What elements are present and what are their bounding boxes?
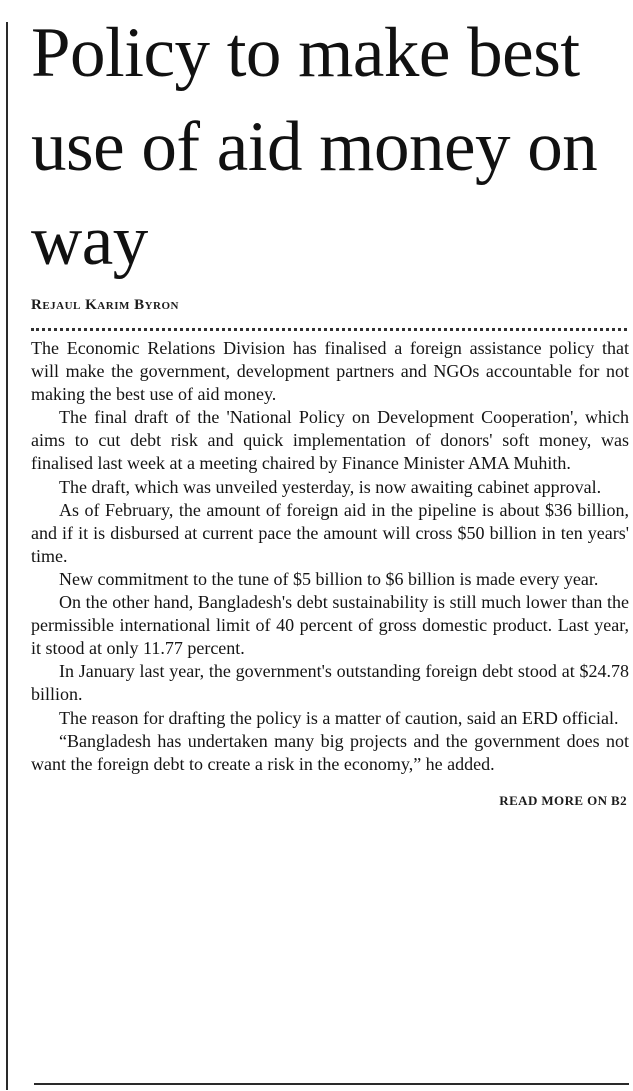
bottom-rule xyxy=(34,1083,629,1085)
byline: Rejaul Karim Byron xyxy=(31,297,180,313)
dotted-divider xyxy=(31,328,627,331)
article-body xyxy=(31,337,629,776)
paragraph: On the other hand, Bangladesh's debt sustainability is still much lower than the permissible international limit of 40 percent of gross domestic product. Last year, it stood at only 11.77 percent. xyxy=(31,592,629,659)
paragraph: The draft, which was unveiled yesterday, is now awaiting cabinet approval. xyxy=(59,476,602,497)
paragraph: The final draft of the 'National Policy on Development Cooperation', which aims to cut debt risk and quick implementation of donors' soft money, was finalised last week at a meeting chaired by Finance Minister AMA Muhith. xyxy=(31,407,629,474)
read-more-link[interactable]: READ MORE ON B2 xyxy=(499,792,627,808)
paragraph: The Economic Relations Division has finalised a foreign assistance policy that will make the government, development partners and NGOs accountable for not making the best use of aid money. xyxy=(31,338,629,405)
paragraph: As of February, the amount of foreign aid in the pipeline is about $36 billion, and if it is disbursed at current pace the amount will cross $50 billion in ten years' time. xyxy=(31,499,629,566)
paragraph: New commitment to the tune of $5 billion to $6 billion is made every year. xyxy=(59,568,599,589)
paragraph: The reason for drafting the policy is a matter of caution, said an ERD official. xyxy=(59,707,619,728)
paragraph: “Bangladesh has undertaken many big projects and the government does not want the foreign debt to create a risk in the economy,” he added. xyxy=(31,730,629,774)
column-rule xyxy=(6,22,8,1090)
headline: Policy to make best use of aid money on way xyxy=(31,14,598,280)
news-article xyxy=(31,6,629,809)
paragraph: In January last year, the government's outstanding foreign debt stood at $24.78 billion. xyxy=(31,661,629,705)
